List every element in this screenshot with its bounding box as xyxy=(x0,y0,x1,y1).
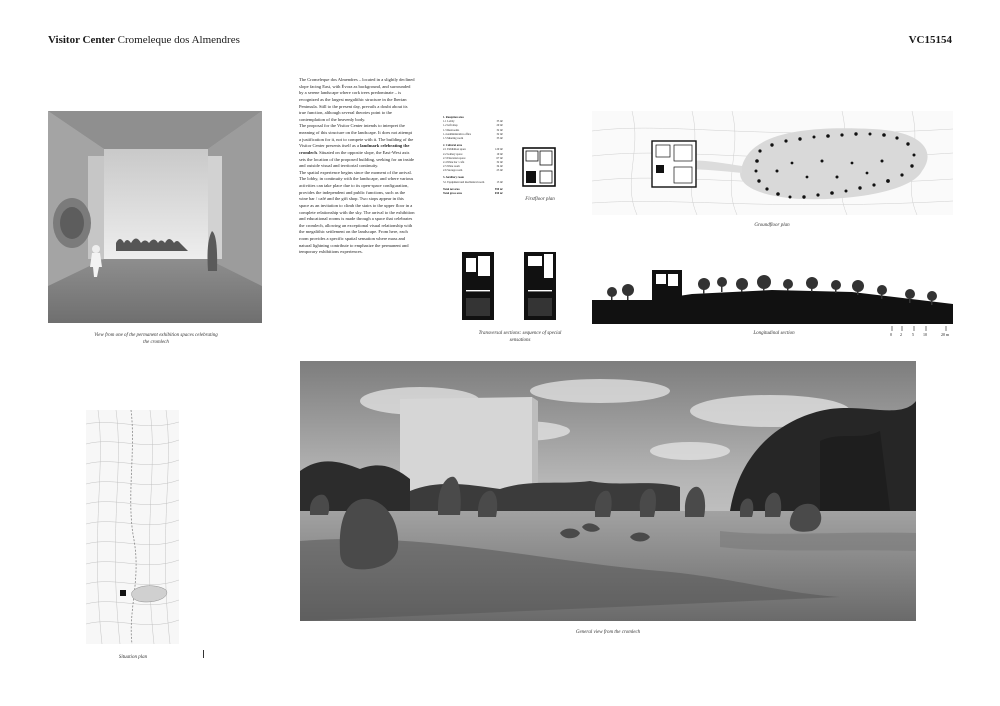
program-section: 1. Reception area 1.1 Lobby 35 m² 1.2 Gift shop 20 m² 1.3 Restrooms 32 m² 1.4 Administrative office 32 m² 1.5 Meeting room 33 m² xyxy=(443,116,503,140)
general-view-caption: General view from the cromlech xyxy=(575,630,641,635)
scale-label: 0 xyxy=(890,332,892,337)
ground-floor-caption: Groundfloor plan xyxy=(754,223,790,228)
description-paragraph-1: The Cromeleque dos Almendres – located in a slightly declined slope facing East, with Évora as background, and surrounded by a serene landscape where cork trees predominate – is recognized as the largest megalithic structure in the Iberian Peninsula. Still to the present day, prevails a doubt about its true function, although several theories point to the contemplation of the heavenly body. xyxy=(299,77,415,122)
first-floor-caption: Firstfloor plan xyxy=(525,197,555,202)
scale-label: 20 m xyxy=(941,332,950,337)
interior-caption: View from one of the permanent exhibition spaces celebrating the cromlech xyxy=(94,333,218,345)
program-section: 2. Cultural area 2.1 Exhibition space 120 m² 2.2 Gallery space 19 m² 2.3 Education space 67 m² 2.4 Wine bar / café 32 m² 2.5 Wine room 34 m² 2.6 Storage room 23 m² xyxy=(443,144,503,173)
situation-caption: Situation plan xyxy=(118,655,148,660)
program-totals: Total net area 590 m² Total gross area 650 m² xyxy=(443,187,503,195)
scale-bar xyxy=(888,326,952,340)
scale-label: 10 xyxy=(923,332,927,337)
sheet-code: VC15154 xyxy=(908,34,952,46)
title-rest: Cromeleque dos Almendres xyxy=(114,34,240,46)
north-mark xyxy=(203,650,204,658)
general-view-photo xyxy=(300,361,916,621)
sheet-title xyxy=(48,34,240,46)
scale-label: 2 xyxy=(900,332,902,337)
interior-perspective-image xyxy=(48,111,262,323)
description-paragraph-2: The proposal for the Visitor Center intends to interpret the meaning of this structure on the landscape. It does not attempt a justification for it, not to compete with it. The building of the Visitor Center presents itself as a landmark celebrating the cromlech. Situated on the opposite slope, the East-West axis sets the location of the proposed building, seeking for an inside and outside visual and territorial continuity. xyxy=(299,123,415,169)
description-paragraph-3: The spatial experience begins since the moment of the arrival. The lobby, in continuity with the landscape, and where various activities can take place due to its open-space configuration, provides the independent and public functions, such as the wine bar / café and the gift shop. Two stops appear in this space as an invitation to climb the stairs to the upper floor in a complete relationship with the sky. The arrival to the exhibition and educational rooms is made through a space that celebrates the cromlech, allowing an exceptional visual relationship with the megalithic settlement on the landscape. From here, each room provides a specific spatial sensation where mass and natural lightning contribute to emphasize the permanent and temporary exhibitions experiences. xyxy=(299,169,415,255)
longitudinal-section-drawing xyxy=(592,270,953,324)
area-program xyxy=(443,113,503,196)
project-description xyxy=(299,77,415,256)
situation-plan-drawing xyxy=(86,410,179,644)
title-bold: Visitor Center xyxy=(48,34,115,46)
longitudinal-caption: Longitudinal section xyxy=(753,331,795,336)
scale-label: 5 xyxy=(912,332,914,337)
transversal-sections-drawing xyxy=(458,250,583,322)
transversal-caption: Transversal sections: sequence of special sensations xyxy=(478,331,562,343)
ground-floor-plan-drawing xyxy=(592,111,953,215)
program-section: 3. Auxiliary room 3.1 Equipment and mechanical room 13 m² xyxy=(443,176,503,184)
first-floor-plan-drawing xyxy=(522,147,556,187)
